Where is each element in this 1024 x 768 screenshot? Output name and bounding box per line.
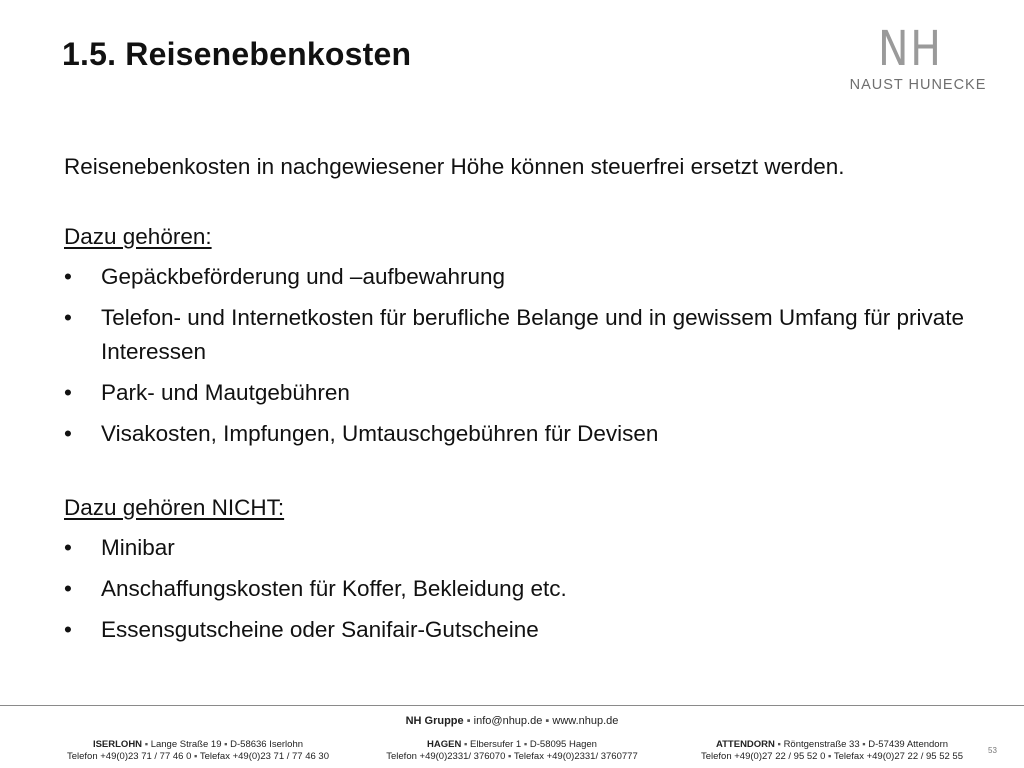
bullet-icon: • [64,305,72,330]
office-fax: Telefax +49(0)2331/ 3760777 [513,751,638,762]
bullet-icon: • [64,617,72,642]
list-item [64,260,964,294]
separator-icon: ▪ [828,751,832,762]
logo-text: NAUST HUNECKE [849,77,987,93]
list-item [64,376,964,410]
company-logo [838,21,998,94]
list-item-text: Park- und Mautgebühren [101,380,350,405]
separator-icon: ▪ [224,739,228,750]
office-city: ISERLOHN [92,739,143,750]
list-item [64,531,964,565]
office-city: ATTENDORN [715,739,775,750]
office-attendorn [672,739,992,763]
list-item [64,301,964,369]
office-fax: Telefax +49(0)23 71 / 77 46 30 [199,751,329,762]
separator-icon: ▪ [144,739,149,750]
list-item [64,613,964,647]
separator-icon: ▪ [545,715,550,727]
office-phone: Telefon +49(0)23 71 / 77 46 0 [66,751,192,762]
list-item-text: Visakosten, Impfungen, Umtauschgebühren für Devisen [101,421,659,446]
footer-contact [0,714,1024,728]
footer-divider [0,705,1024,706]
excluded-list [64,531,964,647]
office-phone: Telefon +49(0)27 22 / 95 52 0 [700,751,826,762]
separator-icon: ▪ [194,751,198,762]
page-number: 53 [988,746,997,755]
list-item-text: Minibar [101,535,175,560]
separator-icon: ▪ [523,739,528,750]
footer-email-link[interactable]: info@nhup.de [473,715,543,727]
list-item-text: Gepäckbeförderung und –aufbewahrung [101,264,506,289]
separator-icon: ▪ [777,739,781,750]
included-heading: Dazu gehören: [64,224,212,249]
office-postcode-city: D-57439 Attendorn [868,739,949,750]
office-address: Lange Straße 19 [150,739,222,750]
office-fax: Telefax +49(0)27 22 / 95 52 55 [833,751,963,762]
separator-icon: ▪ [862,739,866,750]
footer-web-link[interactable]: www.nhup.de [552,715,619,727]
bullet-icon: • [64,421,72,446]
slide-title: 1.5. Reisenebenkosten [62,36,412,72]
logo-mark: NH [878,21,943,77]
office-iserlohn [38,739,358,763]
slide-body [64,150,964,687]
list-item [64,572,964,606]
bullet-icon: • [64,535,72,560]
office-hagen [352,739,672,763]
office-address: Elbersufer 1 [470,739,522,750]
bullet-icon: • [64,576,72,601]
office-postcode-city: D-58636 Iserlohn [230,739,304,750]
included-list [64,260,964,451]
office-postcode-city: D-58095 Hagen [529,739,597,750]
office-phone: Telefon +49(0)2331/ 376070 [386,751,506,762]
separator-icon: ▪ [508,751,512,762]
excluded-heading: Dazu gehören NICHT: [64,495,285,520]
office-address: Röntgenstraße 33 [783,739,860,750]
separator-icon: ▪ [466,715,471,727]
intro-paragraph: Reisenebenkosten in nachgewiesener Höhe können steuerfrei ersetzt werden. [64,154,845,179]
list-item-text: Telefon- und Internetkosten für berufliche Belange und in gewissem Umfang für private Interessen [101,305,964,364]
separator-icon: ▪ [463,739,468,750]
footer-company: NH Gruppe [405,715,464,727]
bullet-icon: • [64,264,72,289]
list-item-text: Anschaffungskosten für Koffer, Bekleidung etc. [101,576,567,601]
list-item-text: Essensgutscheine oder Sanifair-Gutscheine [101,617,539,642]
office-city: HAGEN [427,739,462,750]
bullet-icon: • [64,380,72,405]
list-item [64,417,964,451]
